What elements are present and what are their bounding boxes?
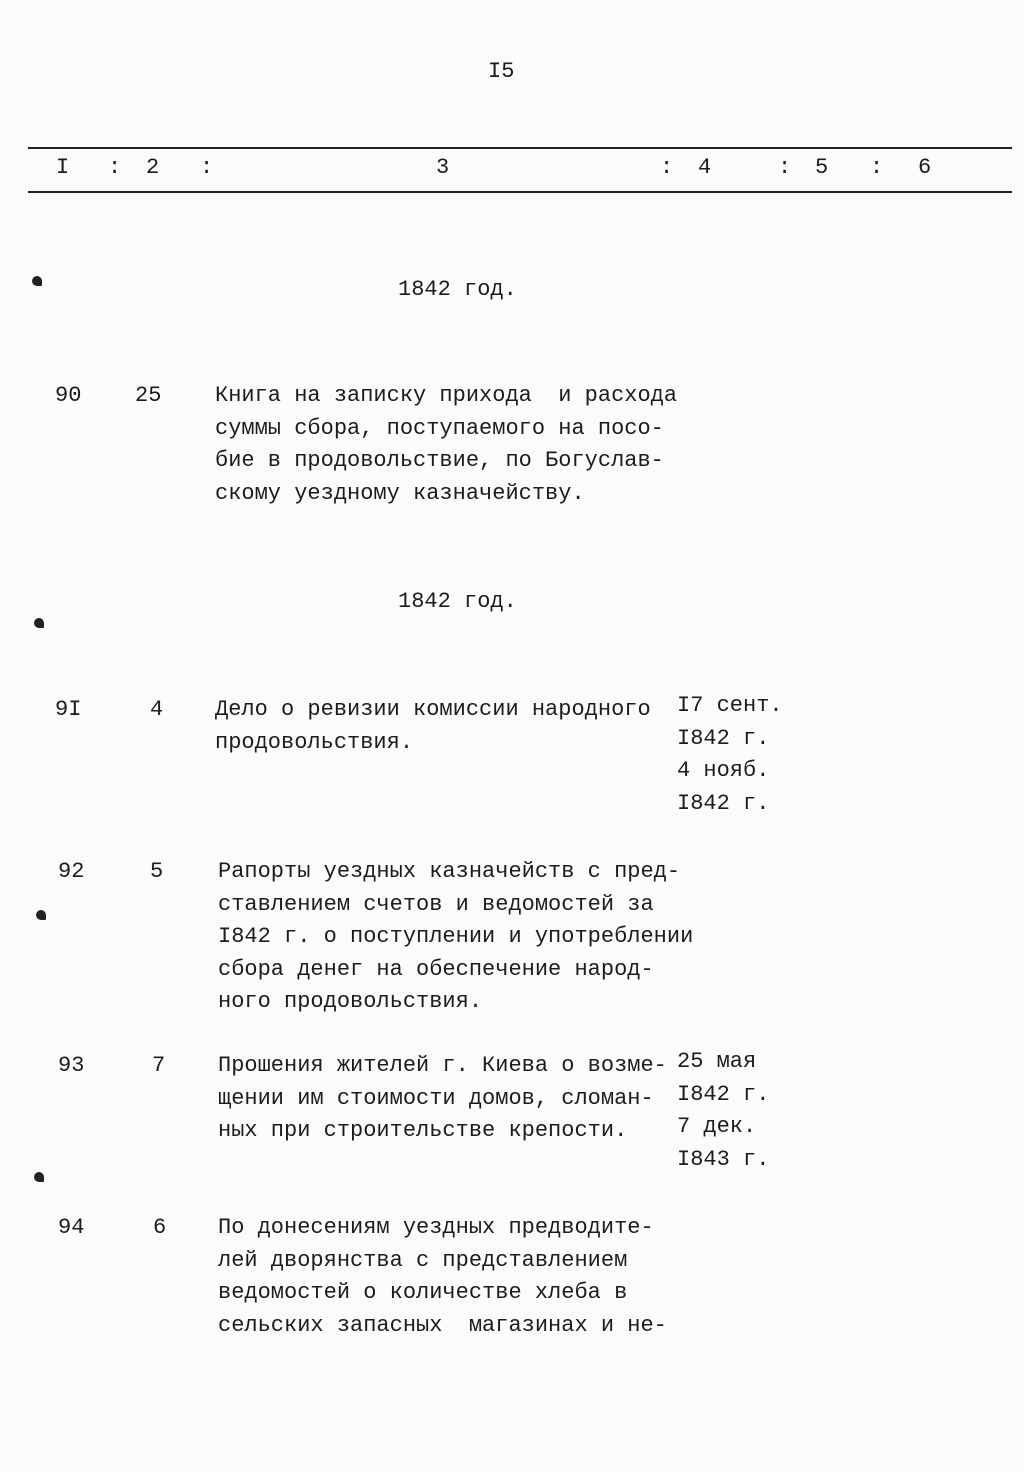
column-separator: : <box>778 155 792 180</box>
margin-mark <box>34 1172 44 1182</box>
entry-description-line: По донесениям уездных предводите- <box>218 1215 654 1240</box>
entry-date-line: I7 сент. <box>677 693 783 718</box>
entry-date-line: 4 нояб. <box>677 758 770 783</box>
column-header-2: 2 <box>146 155 160 180</box>
entry-date-line: I843 г. <box>677 1146 770 1172</box>
entry-date-line: 25 мая <box>677 1049 757 1074</box>
entry-col2: 4 <box>150 697 164 722</box>
entry-description-line: ного продовольствия. <box>218 989 483 1014</box>
entry-description-line: ных при строительстве крепости. <box>218 1118 628 1143</box>
entry-description-line: сбора денег на обеспечение народ- <box>218 956 654 982</box>
entry-number: 90 <box>55 383 82 408</box>
margin-mark <box>36 910 46 920</box>
entry-description-line: суммы сбора, поступаемого на посо- <box>215 415 664 441</box>
entry-description-line: бие в продовольствие, по Богуслав- <box>215 448 664 473</box>
header-bottom-rule <box>28 191 1012 193</box>
entry-number: 92 <box>58 859 85 884</box>
margin-mark <box>32 276 42 286</box>
column-separator: : <box>870 155 884 180</box>
year-heading: 1842 год. <box>398 277 517 302</box>
entry-description-line: Дело о ревизии комиссии народного <box>215 697 651 722</box>
entry-date-line: I842 г. <box>677 790 770 816</box>
entry-date-line: 7 дек. <box>677 1114 757 1139</box>
column-header-3: 3 <box>436 155 450 180</box>
margin-mark <box>34 618 44 628</box>
entry-description-line: продовольствия. <box>215 729 414 755</box>
entry-description-line: Книга на записку прихода и расхода <box>215 383 678 408</box>
entry-col2: 25 <box>135 383 162 408</box>
entry-number: 9I <box>55 697 82 722</box>
entry-description-line: скому уездному казначейству. <box>215 480 585 506</box>
entry-description-line: ведомостей о количестве хлеба в <box>218 1280 628 1305</box>
entry-description-line: щении им стоимости домов, сломан- <box>218 1085 654 1111</box>
column-separator: : <box>660 155 674 180</box>
entry-description-line: ставлением счетов и ведомостей за <box>218 891 654 917</box>
entry-description-line: I842 г. о поступлении и употреблении <box>218 924 694 949</box>
column-header-6: 6 <box>918 155 932 180</box>
entry-date-line: I842 г. <box>677 1081 770 1107</box>
entry-description-line: сельских запасных магазинах и не- <box>218 1312 667 1338</box>
entry-description-line: Прошения жителей г. Киева о возме- <box>218 1053 667 1078</box>
entry-description-line: Рапорты уездных казначейств с пред- <box>218 859 681 884</box>
entry-description-line: лей дворянства с представлением <box>218 1247 628 1273</box>
entry-date-line: I842 г. <box>677 725 770 751</box>
header-top-rule <box>28 147 1012 149</box>
entry-number: 93 <box>58 1053 85 1078</box>
year-heading: 1842 год. <box>398 589 517 614</box>
column-header-4: 4 <box>698 155 712 180</box>
entry-col2: 5 <box>150 859 164 884</box>
column-separator: : <box>108 155 122 180</box>
page-number: I5 <box>488 59 515 84</box>
entry-col2: 7 <box>152 1053 166 1078</box>
column-separator: : <box>200 155 214 180</box>
column-header-5: 5 <box>815 155 829 180</box>
entry-col2: 6 <box>153 1215 167 1240</box>
entry-number: 94 <box>58 1215 85 1240</box>
column-header-1: I <box>56 155 70 180</box>
